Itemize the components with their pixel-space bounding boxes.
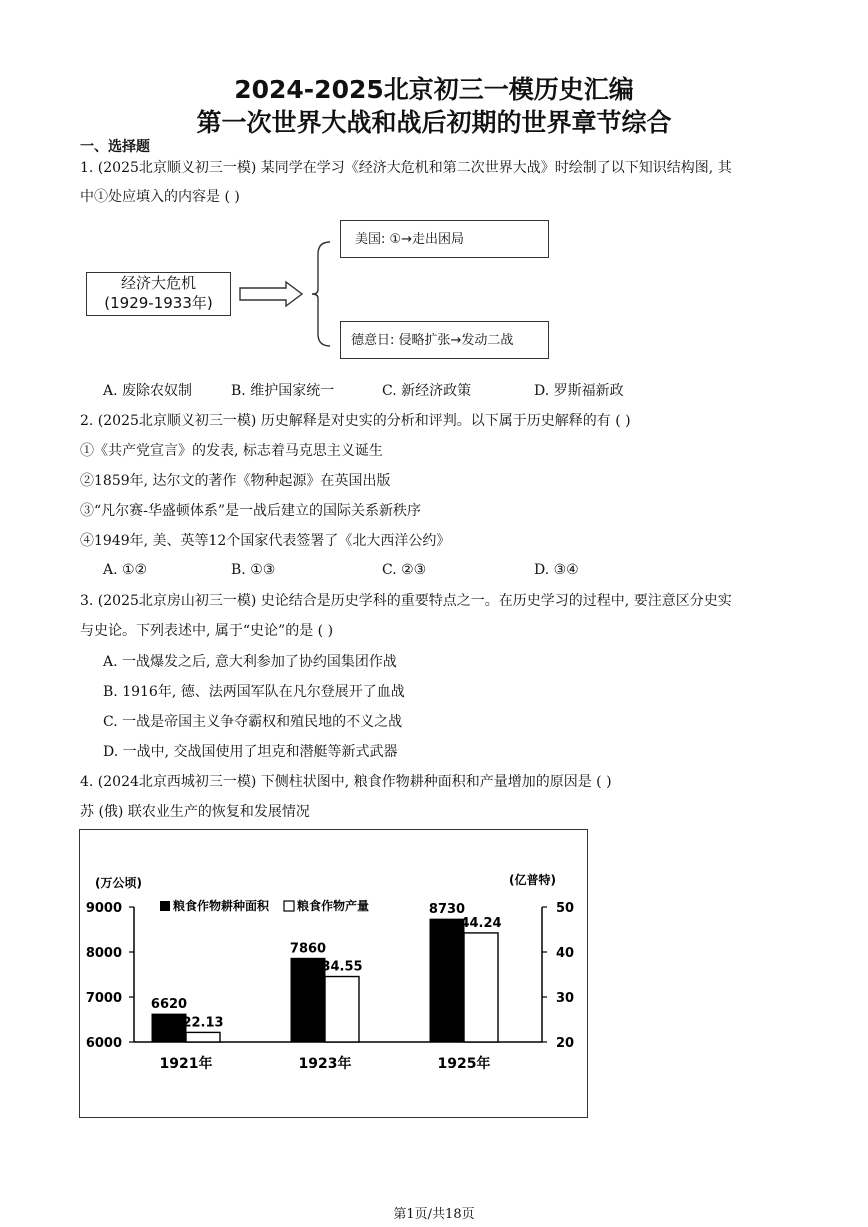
data-label-yield: 22.13 <box>182 1015 224 1031</box>
right-tick-label: 50 <box>556 901 575 916</box>
usa-box: 美国: ①→走出困局 <box>340 220 549 258</box>
grain-bar-chart <box>79 829 588 1118</box>
x-tick-label: 1923年 <box>298 1056 352 1072</box>
q2-option-d[interactable]: D. ③④ <box>534 562 579 578</box>
crisis-box <box>86 272 231 316</box>
right-axis-unit: (亿普特) <box>509 873 556 887</box>
left-axis-unit: (万公顷) <box>95 876 142 890</box>
left-tick-label: 9000 <box>85 901 122 916</box>
left-tick-label: 8000 <box>85 946 122 961</box>
q1-option-b[interactable]: B. 维护国家统一 <box>231 383 335 399</box>
bar-yield <box>186 1032 220 1042</box>
q2-option-b[interactable]: B. ①③ <box>231 562 276 578</box>
left-tick-label: 7000 <box>85 991 122 1006</box>
data-label-area: 8730 <box>428 902 466 918</box>
q2-option-c[interactable]: C. ②③ <box>382 562 427 578</box>
crisis-label: 经济大危机 <box>120 274 196 292</box>
data-label-area: 6620 <box>150 997 188 1013</box>
bar-area <box>152 1014 186 1042</box>
data-label-yield: 44.24 <box>460 915 502 931</box>
right-tick-label: 40 <box>556 946 575 961</box>
legend-swatch-yield <box>284 901 294 911</box>
q1-option-c[interactable]: C. 新经济政策 <box>382 383 472 399</box>
q2-option-a[interactable]: A. ①② <box>103 562 148 578</box>
q2-item-4: ④1949年, 美、英等12个国家代表签署了《北大西洋公约》 <box>80 533 451 549</box>
bar-area <box>291 958 325 1042</box>
document-title-line1: 2024-2025北京初三一模历史汇编 <box>234 75 634 104</box>
legend-swatch-area <box>160 901 170 911</box>
right-tick-label: 30 <box>556 991 575 1006</box>
document-title-line2: 第一次世界大战和战后初期的世界章节综合 <box>196 108 672 137</box>
q2-stem: 2. (2025北京顺义初三一模) 历史解释是对史实的分析和评判。以下属于历史解释的有 ( ) <box>80 413 631 429</box>
q3-stem-line2: 与史论。下列表述中, 属于“史论”的是 ( ) <box>80 623 334 639</box>
q3-option-d[interactable]: D. 一战中, 交战国使用了坦克和潜艇等新式武器 <box>103 744 398 760</box>
x-tick-label: 1925年 <box>437 1056 491 1072</box>
q3-option-c[interactable]: C. 一战是帝国主义争夺霸权和殖民地的不义之战 <box>103 714 403 730</box>
bar-yield <box>325 977 359 1042</box>
q1-stem-line1: 1. (2025北京顺义初三一模) 某同学在学习《经济大危机和第二次世界大战》时绘制了以下知识结构图, 其 <box>80 160 732 176</box>
section-heading: 一、选择题 <box>80 139 150 155</box>
q3-option-b[interactable]: B. 1916年, 德、法两国军队在凡尔登展开了血战 <box>103 684 405 700</box>
data-label-yield: 34.55 <box>321 959 363 975</box>
q4-stem: 4. (2024北京西城初三一模) 下侧柱状图中, 粮食作物耕种面积和产量增加的原因是 ( ) <box>80 774 612 790</box>
crisis-years: (1929-1933年) <box>104 294 213 312</box>
q1-stem-line2: 中①处应填入的内容是 ( ) <box>80 189 240 205</box>
data-label-area: 7860 <box>289 941 327 957</box>
legend-label-yield: 粮食作物产量 <box>297 899 370 913</box>
right-tick-label: 20 <box>556 1036 575 1051</box>
bar-yield <box>464 933 498 1042</box>
q1-option-d[interactable]: D. 罗斯福新政 <box>534 383 624 399</box>
q3-stem-line1: 3. (2025北京房山初三一模) 史论结合是历史学科的重要特点之一。在历史学习的过程中, 要注意区分史实 <box>80 593 732 609</box>
diagram-arrow-brace <box>238 238 348 358</box>
x-tick-label: 1921年 <box>159 1056 213 1072</box>
page-footer: 第1页/共18页 <box>393 1207 475 1222</box>
q2-item-1: ①《共产党宣言》的发表, 标志着马克思主义诞生 <box>80 443 383 459</box>
q3-option-a[interactable]: A. 一战爆发之后, 意大利参加了协约国集团作战 <box>103 654 397 670</box>
axis-powers-box: 德意日: 侵略扩张→发动二战 <box>340 321 549 359</box>
q1-option-a[interactable]: A. 废除农奴制 <box>103 383 193 399</box>
q2-item-2: ②1859年, 达尔文的著作《物种起源》在英国出版 <box>80 473 391 489</box>
bar-area <box>430 919 464 1042</box>
left-tick-label: 6000 <box>85 1036 122 1051</box>
legend-label-area: 粮食作物耕种面积 <box>173 899 270 913</box>
q2-item-3: ③“凡尔赛-华盛顿体系”是一战后建立的国际关系新秩序 <box>80 503 422 519</box>
q4-caption: 苏 (俄) 联农业生产的恢复和发展情况 <box>80 804 310 820</box>
